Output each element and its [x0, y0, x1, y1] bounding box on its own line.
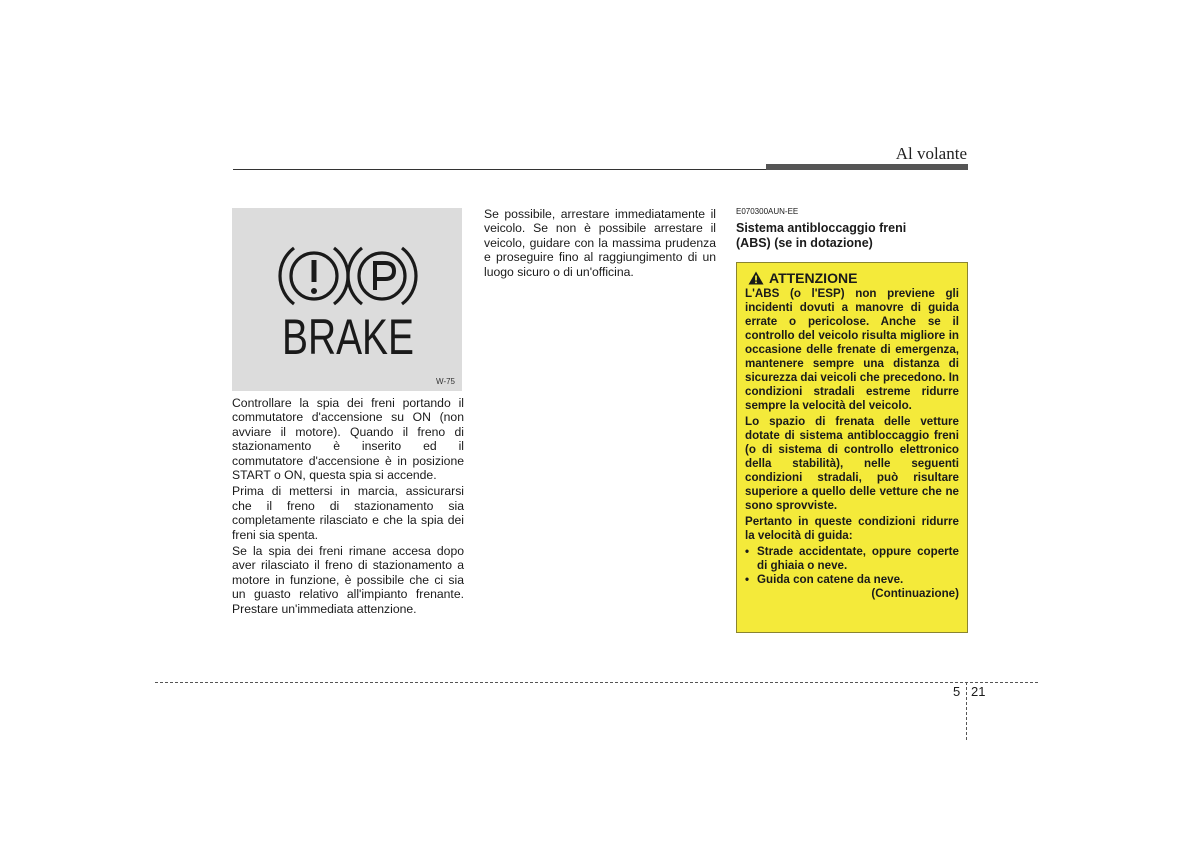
brake-warning-figure [232, 208, 462, 391]
paragraph: Prima di mettersi in marcia, assicurarsi che il freno di stazionamento sia completamente rilasciato e che la spia dei freni sia spenta. [232, 484, 464, 542]
warning-heading: ATTENZIONE [769, 270, 858, 286]
warning-triangle-icon [748, 271, 764, 285]
bullet-dot-icon: • [745, 545, 750, 558]
warning-paragraph: Lo spazio di frenata delle vetture dotate di sistema antibloccaggio freni (o di sistema di controllo elettronico della stabilità), nelle seguenti condizioni stradali, può risultare superiore a quello delle vetture che ne sono sprovviste. [745, 415, 959, 512]
chapter-number: 5 [953, 684, 961, 699]
brake-warning-exclamation-icon [280, 248, 348, 304]
warning-bullet [745, 573, 959, 587]
warning-bullet [745, 545, 959, 573]
continuation-note: (Continuazione) [871, 587, 959, 600]
subsection-title-line: (ABS) (se in dotazione) [736, 236, 873, 250]
footer-rule [155, 682, 1038, 683]
brake-label: BRAKE [282, 309, 414, 365]
warning-paragraph: L'ABS (o l'ESP) non previene gli incidenti dovuti a manovre di guida errate o pericolose. Anche se il controllo del veicolo risulta migliore in occasione delle frenate di emergenza, mantenere sempre una distanza di sicurezza dai veicoli che precedono. In condizioni stradali estreme ridurre sempre la velocità del veicolo. [745, 287, 959, 412]
section-title: Al volante [895, 144, 967, 163]
paragraph: Controllare la spia dei freni portando il commutatore d'accensione su ON (non avviare il motore). Quando il freno di stazionamento è inserito ed il commutatore d'accensione è in posizione START o ON, questa spia si accende. [232, 396, 464, 483]
bullet-text: Strade accidentate, oppure coperte di ghiaia o neve. [757, 545, 959, 572]
subsection-title-line: Sistema antibloccaggio freni [736, 221, 907, 235]
text-column-1 [232, 396, 464, 618]
text-column-2 [484, 207, 716, 281]
subsection-title [736, 221, 968, 251]
section-code: E070300AUN-EE [736, 207, 799, 216]
warning-header [745, 271, 959, 285]
paragraph: Se la spia dei freni rimane accesa dopo aver rilasciato il freno di stazionamento a motore in funzione, è possibile che ci sia un guasto relativo all'impianto frenante. Prestare un'immediata attenzione. [232, 544, 464, 616]
warning-paragraph: Pertanto in queste condizioni ridurre la velocità di guida: [745, 515, 959, 542]
warning-box [736, 262, 968, 633]
bullet-text: Guida con catene da neve. [757, 573, 904, 586]
brake-warning-graphic [232, 208, 462, 391]
parking-brake-p-icon [348, 248, 416, 304]
bullet-dot-icon: • [745, 573, 750, 586]
text-column-3 [736, 207, 968, 251]
figure-code: W-75 [436, 377, 455, 386]
page-number: 21 [971, 684, 986, 699]
paragraph: Se possibile, arrestare immediatamente il veicolo. Se non è possibile arrestare il veicolo, guidare con la massima prudenza e proseguire fino al raggiungimento di un luogo sicuro o di un'officina. [484, 207, 716, 279]
header-tab-bar [766, 164, 968, 170]
footer-divider [966, 682, 967, 740]
